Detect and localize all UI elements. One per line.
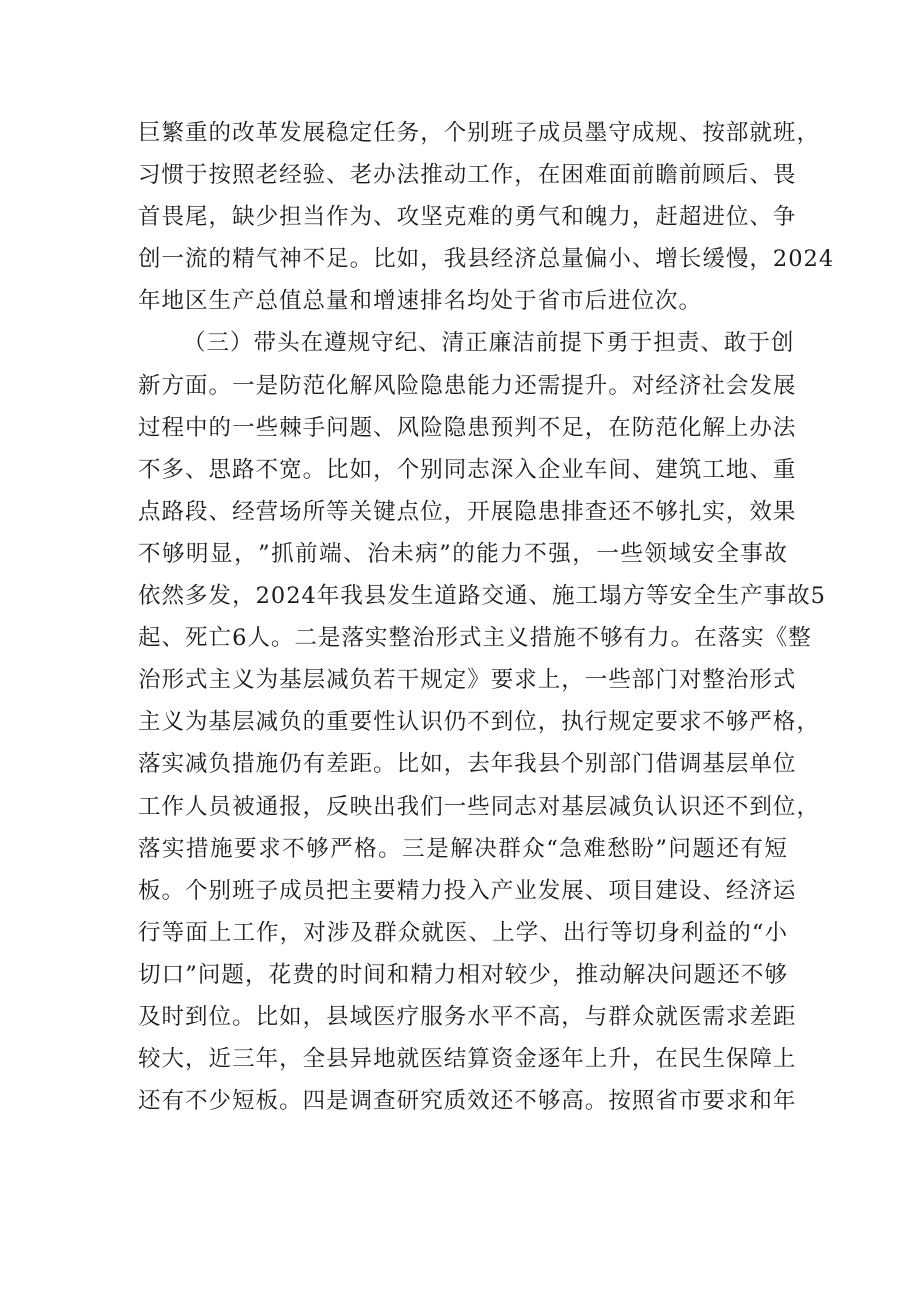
text-line: 起 、 死 亡 6 人 。 二 是 落 实 整 治 形 式 主 义 措 施 不 够 有 力 。 在 落 实 《 整 — [138, 625, 812, 652]
text-line: 还 有 不 少 短 板 。 四 是 调 查 研 究 质 效 还 不 够 高 。 按 照 省 市 要 求 和 年 — [138, 1088, 797, 1115]
text-line: 点 路 段 、 经 营 场 所 等 关 键 点 位 ， 开 展 隐 患 排 查 还 不 够 扎 实 ， 效 果 — [138, 498, 797, 525]
text-line: 首 畏 尾 ， 缺 少 担 当 作 为 、 攻 坚 克 难 的 勇 气 和 魄 力 ， 赶 超 进 位 、 争 — [138, 204, 797, 231]
text-line: 治 形 式 主 义 为 基 层 减 负 若 干 规 定 》 要 求 上 ， 一 些 部 门 对 整 治 形 式 — [138, 667, 797, 694]
text-line: 切 口 ” 问 题 ， 花 费 的 时 间 和 精 力 相 对 较 少 ， 推 动 解 决 问 题 还 不 够 — [138, 961, 788, 988]
text-line: 较 大 ， 近 三 年 ， 全 县 异 地 就 医 结 算 资 金 逐 年 上 升 ， 在 民 生 保 障 上 — [138, 1046, 797, 1073]
text-line: 及 时 到 位 。 比 如 ， 县 域 医 疗 服 务 水 平 不 高 ， 与 群 众 就 医 需 求 差 距 — [138, 1003, 797, 1030]
section-heading-line: （ 三 ） 带 头 在 遵 规 守 纪 、 清 正 廉 洁 前 提 下 勇 于 担 责 、 敢 于 创 — [183, 330, 795, 357]
text-line: 落 实 减 负 措 施 仍 有 差 距 。 比 如 ， 去 年 我 县 个 别 部 门 借 调 基 层 单 位 — [138, 751, 797, 778]
text-line: 行 等 面 上 工 作 ， 对 涉 及 群 众 就 医 、 上 学 、 出 行 等 切 身 利 益 的 “ 小 — [138, 919, 788, 946]
text-line: 依 然 多 发 ， 2024 年 我 县 发 生 道 路 交 通 、 施 工 塌 方 等 安 全 生 产 事 故 5 — [138, 583, 826, 610]
text-line: 习 惯 于 按 照 老 经 验 、 老 办 法 推 动 工 作 ， 在 困 难 面 前 瞻 前 顾 后 、 畏 — [138, 162, 797, 189]
text-line: 落 实 措 施 要 求 不 够 严 格 。 三 是 解 决 群 众 “ 急 难 愁 盼 ” 问 题 还 有 短 — [138, 835, 788, 862]
text-line: 板 。 个 别 班 子 成 员 把 主 要 精 力 投 入 产 业 发 展 、 项 目 建 设 、 经 济 运 — [138, 877, 797, 904]
text-line: 主 义 为 基 层 减 负 的 重 要 性 认 识 仍 不 到 位 ， 执 行 规 定 要 求 不 够 严 格 ， — [138, 709, 820, 736]
text-line: 创 一 流 的 精 气 神 不 足 。 比 如 ， 我 县 经 济 总 量 偏 小 、 增 长 缓 慢 ， 2024 — [138, 246, 835, 273]
body-text — [138, 112, 835, 1122]
text-line: 不 够 明 显 ， ” 抓 前 端 、 治 未 病 ” 的 能 力 不 强 ， 一 些 领 域 安 全 事 故 — [138, 540, 788, 567]
text-line: 工 作 人 员 被 通 报 ， 反 映 出 我 们 一 些 同 志 对 基 层 减 负 认 识 还 不 到 位 ， — [138, 793, 820, 820]
text-line: 新 方 面 。 一 是 防 范 化 解 风 险 隐 患 能 力 还 需 提 升 。 对 经 济 社 会 发 展 — [138, 372, 797, 399]
text-line: 不 多 、 思 路 不 宽 。 比 如 ， 个 别 同 志 深 入 企 业 车 间 、 建 筑 工 地 、 重 — [138, 456, 797, 483]
text-line: 年地区生产总值总量和增速排名均处于省市后进位次。 — [138, 288, 703, 315]
text-line: 过 程 中 的 一 些 棘 手 问 题 、 风 险 隐 患 预 判 不 足 ， 在 防 范 化 解 上 办 法 — [138, 414, 797, 441]
text-line: 巨 繁 重 的 改 革 发 展 稳 定 任 务 ， 个 别 班 子 成 员 墨 守 成 规 、 按 部 就 班 ， — [138, 120, 820, 146]
